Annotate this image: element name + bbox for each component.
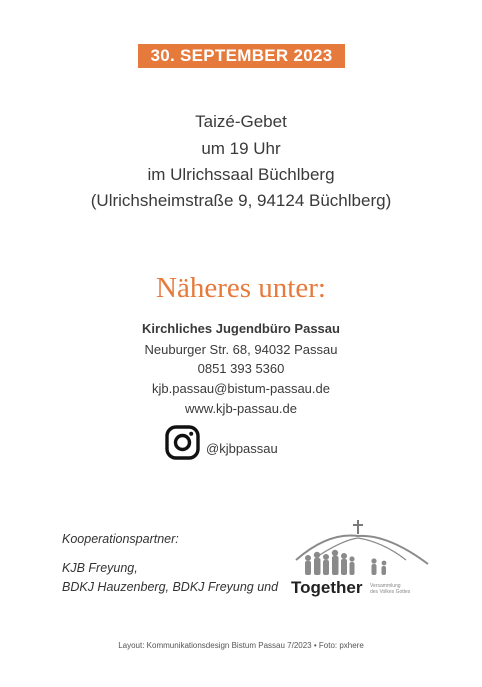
partners-line-2: BDKJ Hauzenberg, BDKJ Freyung und: [62, 580, 279, 594]
together-logo-tagline-2: des Volkes Gottes: [370, 589, 411, 595]
contact-website[interactable]: www.kjb-passau.de: [185, 401, 297, 416]
date-badge: 30. SEPTEMBER 2023: [138, 44, 345, 68]
contact-org: Kirchliches Jugendbüro Passau: [142, 321, 340, 336]
contact-street: Neuburger Str. 68, 94032 Passau: [144, 342, 338, 357]
together-logo-name: Together: [291, 578, 363, 597]
more-info-heading: Näheres unter:: [156, 272, 326, 304]
instagram-handle[interactable]: @kjbpassau: [206, 441, 278, 456]
event-time: um 19 Uhr: [201, 139, 281, 158]
together-logo-tagline-1: Versammlung: [370, 583, 401, 589]
event-address: (Ulrichsheimstraße 9, 94124 Büchlberg): [90, 191, 392, 210]
partners-heading: Kooperationspartner:: [62, 532, 179, 546]
event-title: Taizé-Gebet: [195, 112, 287, 131]
event-venue: im Ulrichssaal Büchlberg: [147, 165, 335, 184]
instagram-icon[interactable]: [165, 425, 200, 460]
contact-phone: 0851 393 5360: [197, 361, 285, 376]
contact-email[interactable]: kjb.passau@bistum-passau.de: [152, 381, 330, 396]
footer-credits: Layout: Kommunikationsdesign Bistum Passau 7/2023 • Foto: pxhere: [118, 641, 364, 650]
partners-line-1: KJB Freyung,: [62, 561, 138, 575]
together-logo: [288, 518, 433, 600]
